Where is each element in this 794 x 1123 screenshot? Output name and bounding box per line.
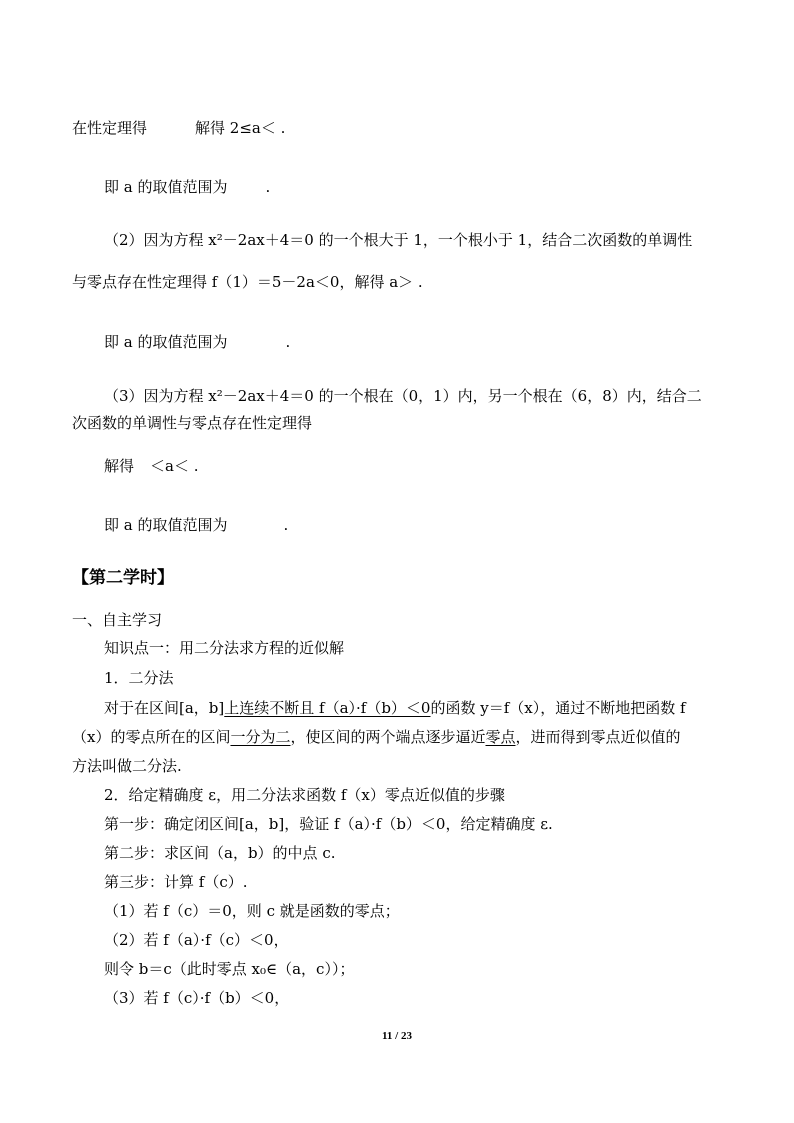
text-span: （x）的零点所在的区间 xyxy=(72,728,231,746)
text-line xyxy=(72,118,285,138)
text-line xyxy=(104,698,686,718)
text-span: ，进而得到零点近似值的 xyxy=(515,728,681,746)
text-span: 即 a 的取值范围为 xyxy=(104,333,228,351)
text-line: 次函数的单调性与零点存在性定理得 xyxy=(72,414,313,432)
underlined-text: 零点 xyxy=(485,728,516,746)
text-span: 即 a 的取值范围为 xyxy=(104,178,228,196)
text-line xyxy=(104,456,199,476)
text-line: （1）若 f（c）＝0，则 c 就是函数的零点； xyxy=(104,902,400,920)
section-heading: 【第二学时】 xyxy=(72,568,174,588)
text-span: 的函数 y＝f（x），通过不断地把函数 f xyxy=(430,699,686,717)
text-line xyxy=(72,727,681,747)
underlined-text: 上连续不断且 f（a）·f（b）＜0 xyxy=(224,699,431,717)
text-span: 对于在区间[a，b] xyxy=(104,699,225,717)
text-line: 方法叫做二分法. xyxy=(72,757,182,775)
text-line: 则令 b＝c（此时零点 x₀∈（a，c））； xyxy=(104,960,355,978)
text-line xyxy=(104,332,290,352)
text-line: （2）因为方程 x²－2ax＋4＝0 的一个根大于 1，一个根小于 1，结合二次函数的单调性 xyxy=(104,231,693,249)
text-line: （3）若 f（c）·f（b）＜0， xyxy=(104,989,290,1007)
text-line: （2）若 f（a）·f（c）＜0， xyxy=(104,931,289,949)
text-line xyxy=(104,177,270,197)
text-line: 1．二分法 xyxy=(104,669,174,687)
text-line: 2．给定精确度 ε，用二分法求函数 f（x）零点近似值的步骤 xyxy=(104,786,505,804)
text-span: . xyxy=(265,178,271,196)
text-line: 第三步：计算 f（c）. xyxy=(104,873,248,891)
text-line: 第一步：确定闭区间[a，b]，验证 f（a）·f（b）＜0，给定精确度 ε. xyxy=(104,815,553,833)
underlined-text: 一分为二 xyxy=(230,728,291,746)
text-span: 即 a 的取值范围为 xyxy=(104,516,228,534)
text-span: 解得 xyxy=(104,457,135,475)
text-span: 解得 2≤a＜ . xyxy=(195,119,286,137)
text-line: 与零点存在性定理得 f（1）＝5－2a＜0，解得 a＞ . xyxy=(72,273,423,291)
text-span: ＜a＜ . xyxy=(150,457,199,475)
text-span: 在性定理得 xyxy=(72,119,148,137)
text-span: ，使区间的两个端点逐步逼近 xyxy=(290,728,486,746)
page-number: 11 / 23 xyxy=(382,1030,412,1042)
text-line: 第二步：求区间（a，b）的中点 c. xyxy=(104,844,336,862)
text-line: 知识点一：用二分法求方程的近似解 xyxy=(104,639,345,657)
text-line: （3）因为方程 x²－2ax＋4＝0 的一个根在（0，1）内，另一个根在（6，8）内，结合二 xyxy=(104,387,702,405)
text-line xyxy=(104,515,288,535)
text-span: . xyxy=(283,516,289,534)
text-span: . xyxy=(285,333,291,351)
text-line: 一、自主学习 xyxy=(72,611,163,629)
